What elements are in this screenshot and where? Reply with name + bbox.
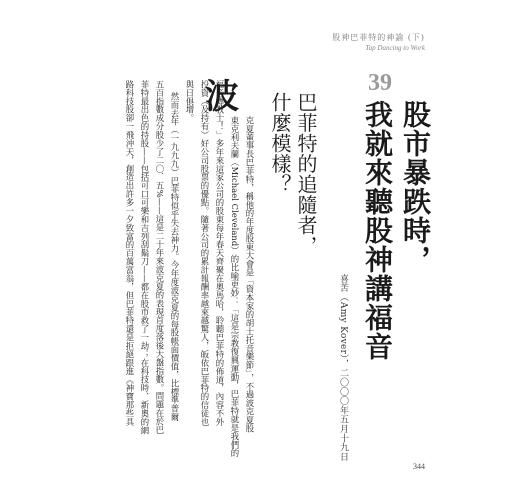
body-column: 然而去年（一九九九）巴菲特似乎失去神力。今年度波克夏的每股帳面價值，比標準普爾 <box>170 92 180 422</box>
body-column: 路科技股卻一飛沖天，創造出許多一夕致富的百萬富翁，但巴菲特還是拒絕跟進《神寶那些具 <box>125 80 135 427</box>
body-column: 五百指數成分股少了二〇．五%——這是二十年來波克夏的表現首度落後大盤指數。問題在於巴 <box>155 80 165 435</box>
chapter-number: 39 <box>368 70 392 96</box>
body-column: 福音傳教士！」多年來這家公司的股東每年春天齊聚在奧馬哈，聆聽巴菲特的佈道，內容不外 <box>215 80 225 427</box>
body-column: 東克利夫蘭（Michael Cleveland）的比喻更妙：「這是宗教復興運動，巴菲特就是我們的 <box>230 116 240 458</box>
body-column: 投資（及持有）好公司股票的優點。隨著公司的累計報酬率越來越驚人，皈依巴菲特的信徒也 <box>200 80 210 427</box>
running-header-title: 股神巴菲特的神諭 (下) <box>332 33 425 42</box>
body-column: 菲特最出色的持股——包括可口可樂和吉列刮鬍刀——都在股市救了一劫；在科技時、新奧的網 <box>140 80 150 435</box>
chapter-subtitle-line-1: 巴菲特的追隨者， <box>294 92 318 256</box>
chapter-title-line-2: 我就來聽股神講福音 <box>361 100 394 361</box>
chapter-byline: 喜苦（Amy Kover），二〇〇〇年五月十九日 <box>338 274 348 462</box>
body-column: 克夏董事長巴菲特，稱他的年度股東大會是「資本家的胡士托音樂節」，不過波克夏股 <box>245 116 255 433</box>
chapter-title-line-1: 股市暴跌時， <box>399 100 432 274</box>
running-header-subtitle: Tap Dancing to Work <box>365 44 425 52</box>
body-column: 與日俱增。 <box>185 80 195 123</box>
chapter-subtitle-line-2: 什麼模樣？ <box>268 92 292 195</box>
page-number: 344 <box>413 462 425 471</box>
drop-cap: 波 <box>205 77 239 117</box>
